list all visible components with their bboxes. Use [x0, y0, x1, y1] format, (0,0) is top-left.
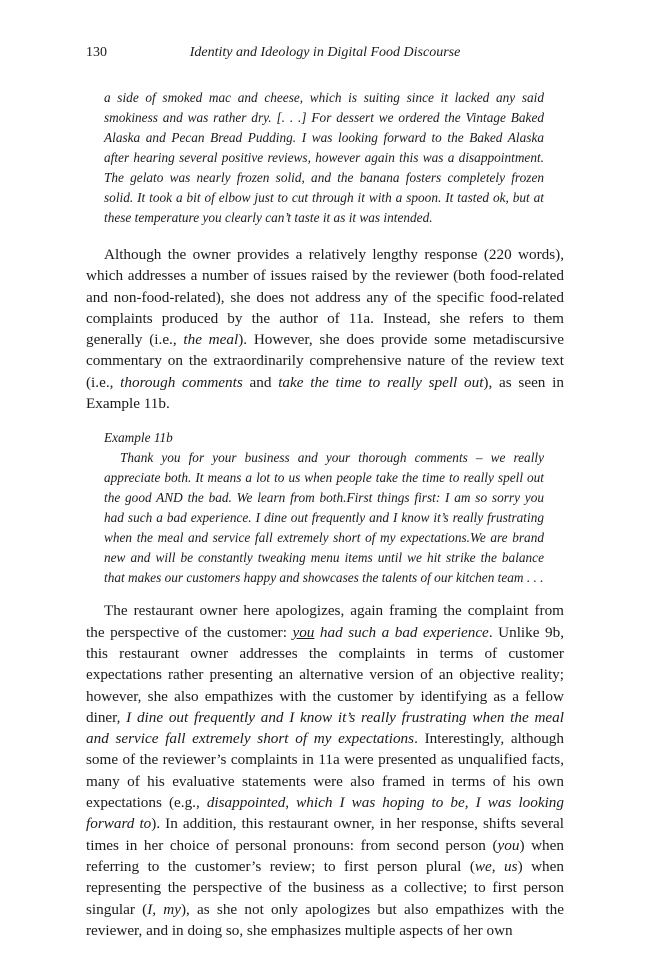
- text-run: ), as she not only apologizes but also empathizes with the reviewer, and in doing so, she emphasizes multiple aspects of her own: [86, 900, 564, 939]
- text-run: ), as seen in Example 11b.: [86, 373, 564, 413]
- quote-text: Thank you for your business and your thorough comments – we really appreciate both. It means a lot to us when people take the time to really spell out the good AND the bad. We learn from both.First things first: I am so sorry you had such a bad experience. I dine out frequently and I know it’s really frustrating when the meal and service fall extremely short of my expectations.We are brand new and will be constantly tweaking menu items until we hit strike the balance that makes our customers happy and showcases the talents of our kitchen team . . .: [104, 450, 544, 586]
- text-run: ,: [285, 794, 297, 812]
- italic-run: we, us: [474, 857, 518, 875]
- paragraph-2: [86, 600, 564, 941]
- text-run: ). However, she does provide some metadiscursive commentary on the extraordinarily comprehensive nature of the review text (i.e.,: [86, 331, 564, 391]
- italic-run: which I was hoping to be, I was looking forward to: [86, 794, 564, 833]
- italic-run: you: [292, 623, 315, 641]
- italic-run: take the time to really spell out: [278, 373, 484, 391]
- text-run: ) when representing the perspective of the business as a collective; to first person singular (: [86, 857, 564, 918]
- paragraph-1: [86, 244, 564, 414]
- italic-run: had such a bad experience: [314, 623, 489, 641]
- text-run: The restaurant owner here apologizes, again framing the complaint from the perspective of the customer:: [86, 602, 564, 641]
- italic-run: you: [497, 836, 520, 854]
- running-title: Identity and Ideology in Digital Food Discourse: [189, 45, 461, 60]
- text-run: and: [242, 373, 279, 391]
- block-quote-11a: [104, 88, 544, 228]
- block-quote-11b: [104, 448, 544, 588]
- underlined-italic-run: [292, 624, 314, 641]
- italic-run: the meal: [183, 331, 239, 349]
- text-run: . Unlike 9b, this restaurant owner addresses the complaints in terms of customer expectations rather presenting an alternative version of an objective reality; however, she also empathizes with the customer by identifying as a fellow diner,: [86, 623, 564, 726]
- page-body: [86, 88, 564, 941]
- text-run: ) when referring to the customer’s review; to first person plural (: [86, 836, 564, 875]
- italic-run: I dine out frequently and I know it’s really frustrating when the meal and service fall extremely short of my expectations: [86, 708, 564, 748]
- italic-run: thorough comments: [120, 373, 243, 391]
- example-label: Example 11b: [104, 430, 173, 446]
- quote-text: a side of smoked mac and cheese, which is suiting since it lacked any said smokiness and was rather dry. [. . .] For dessert we ordered the Vintage Baked Alaska and Pecan Bread Pudding. I was looking forward to the Baked Alaska after hearing several positive reviews, however again this was a disappointment. The gelato was nearly frozen solid, and the banana fosters completely frozen solid. It took a bit of elbow just to cut through it with a spoon. It tasted ok, but at these temperature you clearly can’t taste it as it was intended.: [104, 90, 544, 225]
- page-number: 130: [86, 45, 107, 60]
- text-run: ). In addition, this restaurant owner, in her response, shifts several times in her choice of personal pronouns: from second person (: [86, 815, 564, 854]
- italic-run: disappointed: [206, 794, 286, 812]
- page-header: [86, 45, 564, 65]
- text-run: . Interestingly, although some of the reviewer’s complaints in 11a were presented as unqualified facts, many of his evaluative statements were also framed in terms of his own expectations (e.g.,: [86, 730, 564, 812]
- text-run: Although the owner provides a relatively lengthy response (220 words), which addresses a number of issues raised by the reviewer (both food-related and non-food-related), she does not address any of the specific food-related complaints produced by the author of 11a. Instead, she refers to them generally (i.e.,: [86, 246, 564, 349]
- italic-run: I, my: [147, 900, 181, 918]
